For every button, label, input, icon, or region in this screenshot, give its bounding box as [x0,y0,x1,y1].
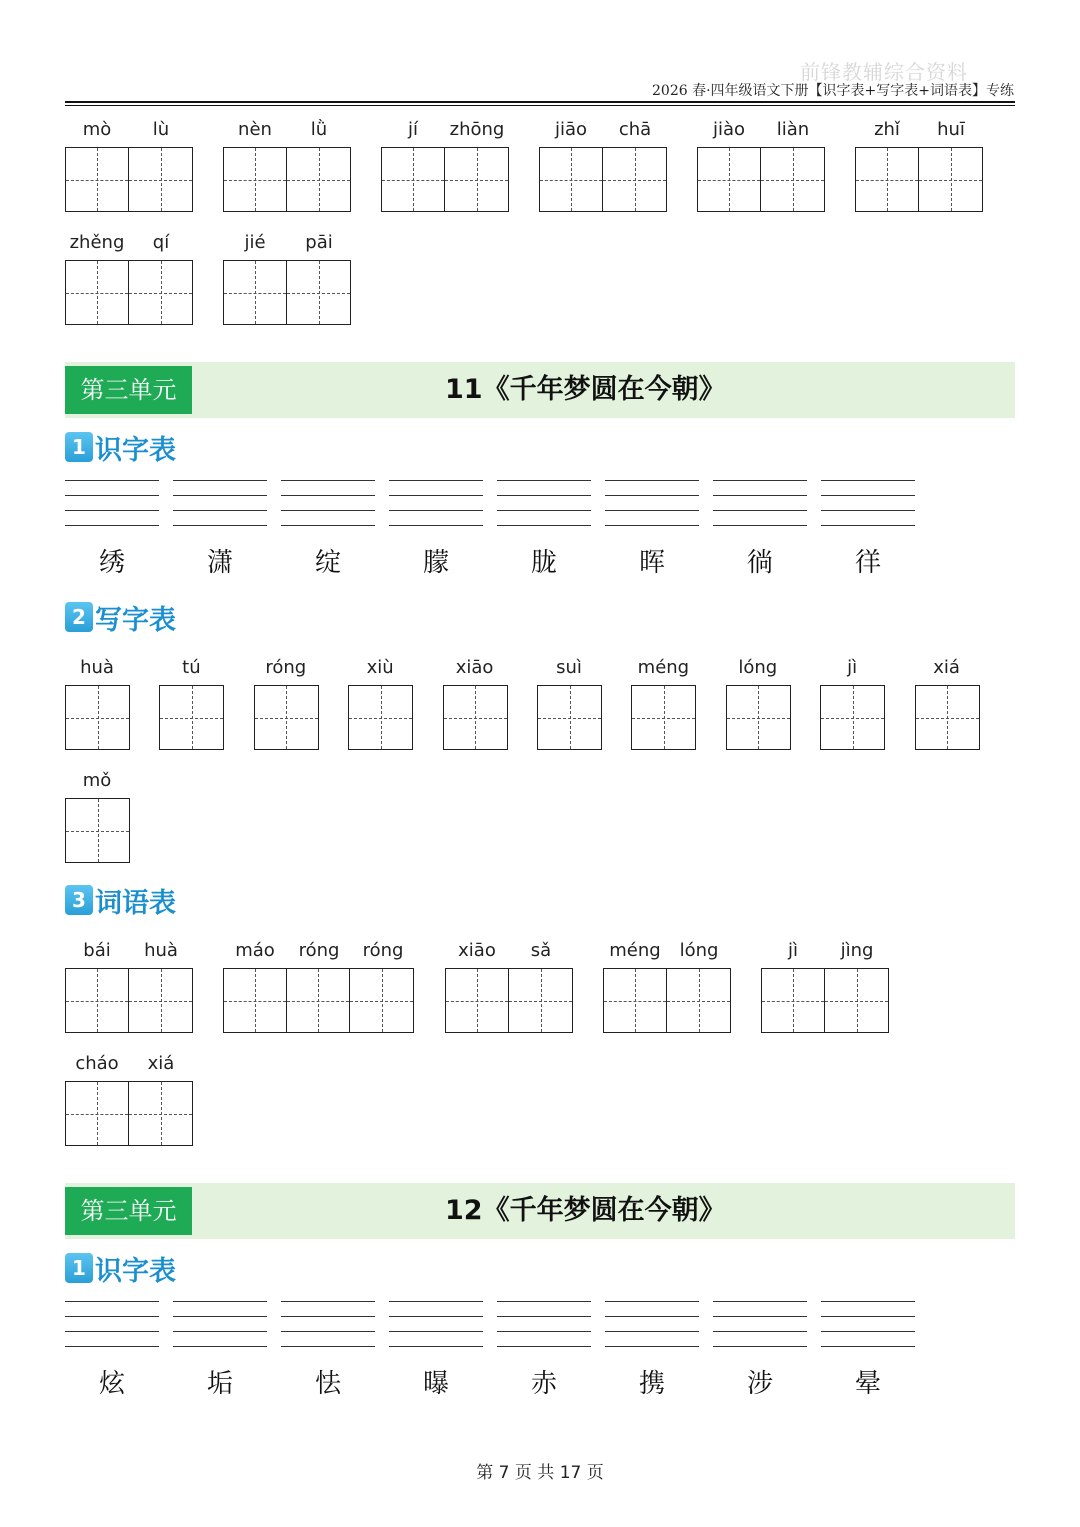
pinyin-label: jié [244,232,266,253]
shizi-character: 绣 [98,548,125,578]
pinyin-label: nèn [238,119,272,140]
writing-cell[interactable] [727,686,790,749]
pinyin-label: xiāo [455,657,494,678]
pinyin-label: xiá [147,1053,175,1074]
pinyin-label: pāi [305,232,333,253]
header-rule-thin [65,105,1015,106]
xiezi-grid-box[interactable] [631,685,696,750]
writing-cell[interactable] [255,686,318,749]
pinyin-label: lóng [738,657,778,678]
shizi-character: 绽 [314,548,341,578]
pinyin-writing-lines[interactable] [65,1301,159,1349]
writing-cell[interactable] [919,148,982,211]
section-title: 识字表 [95,1255,176,1287]
pinyin-label: tú [182,657,201,678]
ciyu-grid[interactable] [445,968,573,1033]
pinyin-writing-lines[interactable] [173,480,267,528]
pinyin-writing-lines[interactable] [281,480,375,528]
writing-cell[interactable] [604,969,667,1032]
pinyin-label: bái [83,940,111,961]
writing-grid[interactable] [697,147,825,212]
pinyin-label: róng [362,940,404,961]
shizi-character: 晕 [854,1369,881,1399]
xiezi-grid-box[interactable] [65,798,130,863]
pinyin-label: zhěng [69,232,125,253]
xiezi-grid-box[interactable] [537,685,602,750]
writing-grid[interactable] [223,147,351,212]
pinyin-label: xiù [366,657,394,678]
writing-cell[interactable] [856,148,919,211]
writing-cell[interactable] [632,686,695,749]
pinyin-writing-lines[interactable] [605,1301,699,1349]
shizi-character: 潇 [206,548,233,578]
pinyin-writing-lines[interactable] [497,480,591,528]
pinyin-label: méng [609,940,661,961]
pinyin-label: mǒ [82,770,112,791]
writing-cell[interactable] [698,148,761,211]
pinyin-label: jiào [712,119,746,140]
section-title: 识字表 [95,434,176,466]
writing-cell[interactable] [66,969,129,1032]
header-rule [65,101,1015,103]
section-title: 写字表 [95,604,176,636]
shizi-character: 炫 [98,1369,125,1399]
pinyin-label: xiá [933,657,960,678]
watermark: 前锋教辅综合资料 [800,60,968,84]
section-heading-ciyu [65,883,176,917]
writing-cell[interactable] [916,686,979,749]
writing-cell[interactable] [762,969,825,1032]
xiezi-grid-box[interactable] [915,685,980,750]
unit-tag: 第三单元 [65,366,192,414]
section-heading-shizi [65,1251,176,1285]
section-heading-xiezi [65,600,176,634]
pinyin-label: jí [407,119,418,140]
writing-cell[interactable] [538,686,601,749]
pinyin-writing-lines[interactable] [173,1301,267,1349]
pinyin-label: liàn [776,119,810,140]
shizi-character: 徉 [854,548,881,578]
writing-cell[interactable] [66,261,129,324]
xiezi-grid-box[interactable] [159,685,224,750]
writing-cell[interactable] [761,148,824,211]
shizi-character: 涉 [746,1369,773,1399]
writing-cell[interactable] [446,969,509,1032]
writing-cell[interactable] [825,969,888,1032]
writing-grid[interactable] [539,147,667,212]
writing-cell[interactable] [129,969,192,1032]
pinyin-writing-lines[interactable] [821,480,915,528]
writing-cell[interactable] [66,686,129,749]
pinyin-label: qí [152,232,170,253]
lesson-banner [65,362,1015,418]
ciyu-grid[interactable] [65,968,193,1033]
xiezi-grid-box[interactable] [65,685,130,750]
section-heading-shizi [65,430,176,464]
pinyin-label: mò [82,119,112,140]
writing-cell[interactable] [66,148,129,211]
pinyin-label: róng [265,657,307,678]
section-number: 2 [65,602,93,632]
shizi-character: 朦 [422,548,449,578]
section-number: 1 [65,432,93,462]
pinyin-label: róng [298,940,340,961]
writing-cell[interactable] [350,969,413,1032]
pinyin-label: huà [80,657,114,678]
writing-grid[interactable] [381,147,509,212]
pinyin-label: huī [937,119,965,140]
writing-cell[interactable] [66,1082,129,1145]
xiezi-grid-box[interactable] [254,685,319,750]
xiezi-grid-box[interactable] [443,685,508,750]
pinyin-label: huà [144,940,178,961]
xiezi-grid-box[interactable] [348,685,413,750]
page-footer: 第 7 页 共 17 页 [476,1463,604,1483]
shizi-character: 徜 [746,548,773,578]
lesson-title: 11《千年梦圆在今朝》 [445,374,726,405]
shizi-character: 携 [638,1369,665,1399]
pinyin-writing-lines[interactable] [389,1301,483,1349]
writing-cell[interactable] [445,148,508,211]
pinyin-label: sǎ [530,940,552,961]
ciyu-grid[interactable] [65,1081,193,1146]
pinyin-writing-lines[interactable] [281,1301,375,1349]
section-number: 3 [65,885,93,915]
pinyin-label: lù [152,119,170,140]
pinyin-label: jiāo [554,119,588,140]
shizi-character: 胧 [530,548,557,578]
shizi-character: 曝 [422,1369,449,1399]
writing-cell[interactable] [224,969,287,1032]
writing-cell[interactable] [821,686,884,749]
writing-cell[interactable] [382,148,445,211]
writing-cell[interactable] [224,261,287,324]
writing-cell[interactable] [349,686,412,749]
pinyin-label: xiāo [458,940,496,961]
writing-grid[interactable] [223,260,351,325]
writing-cell[interactable] [224,148,287,211]
writing-cell[interactable] [129,261,192,324]
page-header-title: 2026 春·四年级语文下册【识字表+写字表+词语表】专练 [652,83,1014,99]
pinyin-label: suì [556,657,582,678]
writing-cell[interactable] [287,969,350,1032]
pinyin-writing-lines[interactable] [605,480,699,528]
xiezi-grid-box[interactable] [726,685,791,750]
writing-cell[interactable] [667,969,730,1032]
shizi-character: 晖 [638,548,665,578]
pinyin-writing-lines[interactable] [389,480,483,528]
lesson-banner [65,1183,1015,1239]
pinyin-label: méng [637,657,690,678]
lesson-title: 12《千年梦圆在今朝》 [445,1195,726,1226]
pinyin-writing-lines[interactable] [65,480,159,528]
pinyin-label: jìng [840,940,874,961]
shizi-character: 垢 [206,1369,233,1399]
shizi-character: 怯 [314,1369,341,1399]
pinyin-label: chā [618,119,652,140]
pinyin-label: lǜ [310,119,328,140]
writing-cell[interactable] [129,1082,192,1145]
writing-grid[interactable] [855,147,983,212]
pinyin-writing-lines[interactable] [713,1301,807,1349]
writing-cell[interactable] [287,148,350,211]
pinyin-writing-lines[interactable] [713,480,807,528]
section-number: 1 [65,1253,93,1283]
writing-cell[interactable] [66,799,129,862]
writing-cell[interactable] [603,148,666,211]
writing-grid[interactable] [65,260,193,325]
pinyin-label: lóng [679,940,719,961]
writing-cell[interactable] [160,686,223,749]
writing-cell[interactable] [444,686,507,749]
shizi-character: 赤 [530,1369,557,1399]
pinyin-writing-lines[interactable] [821,1301,915,1349]
pinyin-label: máo [235,940,275,961]
unit-tag: 第三单元 [65,1187,192,1235]
section-title: 词语表 [95,887,176,919]
writing-cell[interactable] [540,148,603,211]
writing-cell[interactable] [129,148,192,211]
writing-grid[interactable] [65,147,193,212]
pinyin-label: cháo [75,1053,119,1074]
pinyin-label: jì [847,657,858,678]
ciyu-grid[interactable] [761,968,889,1033]
writing-cell[interactable] [509,969,572,1032]
ciyu-grid[interactable] [223,968,414,1033]
xiezi-grid-box[interactable] [820,685,885,750]
pinyin-label: zhōng [449,119,505,140]
ciyu-grid[interactable] [603,968,731,1033]
pinyin-label: jì [787,940,798,961]
pinyin-writing-lines[interactable] [497,1301,591,1349]
writing-cell[interactable] [287,261,350,324]
pinyin-label: zhǐ [874,119,900,140]
